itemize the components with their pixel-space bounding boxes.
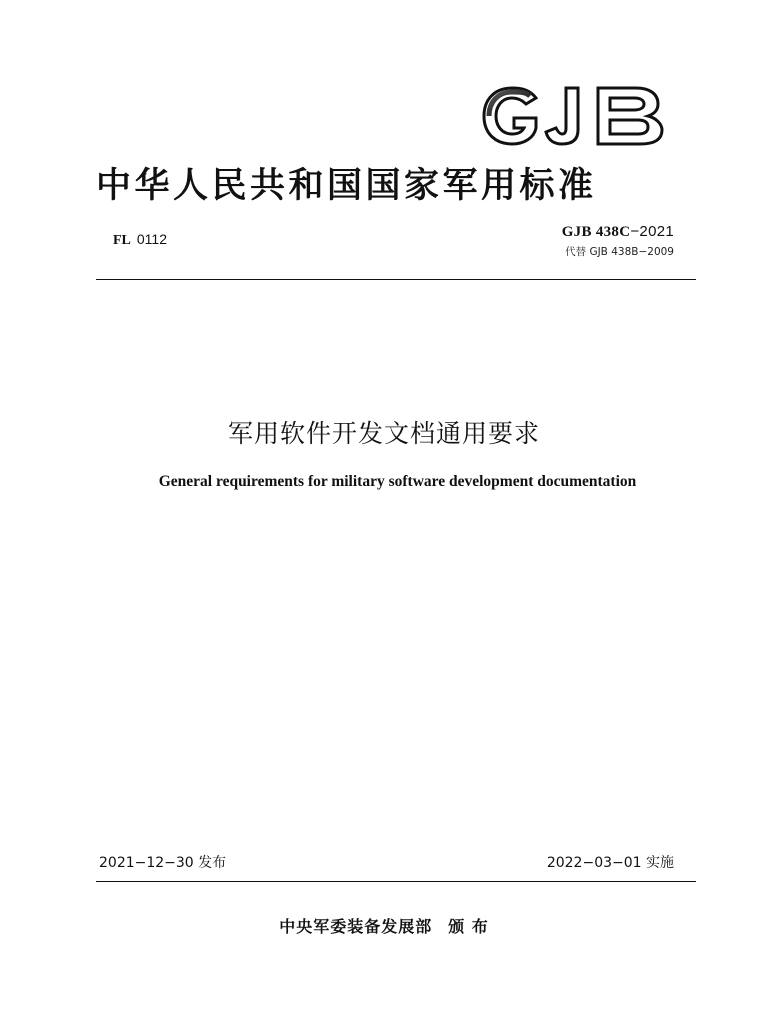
standard-code: GJB 438C	[561, 224, 631, 240]
classification-code	[113, 231, 167, 249]
issuer-verb: 颁 布	[448, 917, 489, 936]
top-divider	[96, 279, 696, 280]
standard-category-title: 中华人民共和国国家军用标准	[96, 166, 597, 206]
classification-number: 0112	[136, 231, 167, 247]
standard-number-block	[562, 223, 674, 259]
document-title-chinese: 军用软件开发文档通用要求	[227, 419, 540, 448]
issue-date: 2021−12−30 发布	[99, 855, 227, 871]
issuing-authority	[0, 914, 768, 937]
replaces-standard: 代替 GJB 438B−2009	[565, 246, 674, 258]
document-title-english: General requirements for military software development documentation	[158, 473, 637, 490]
standard-year: 2021	[639, 223, 674, 240]
standard-number: GJB 438C−2021	[561, 223, 674, 240]
effective-date: 2022−03−01 实施	[546, 855, 674, 871]
gjb-logo	[478, 84, 674, 148]
bottom-divider	[96, 881, 696, 882]
issuer-name: 中央军委装备发展部	[279, 917, 433, 936]
classification-prefix: FL	[113, 233, 131, 248]
